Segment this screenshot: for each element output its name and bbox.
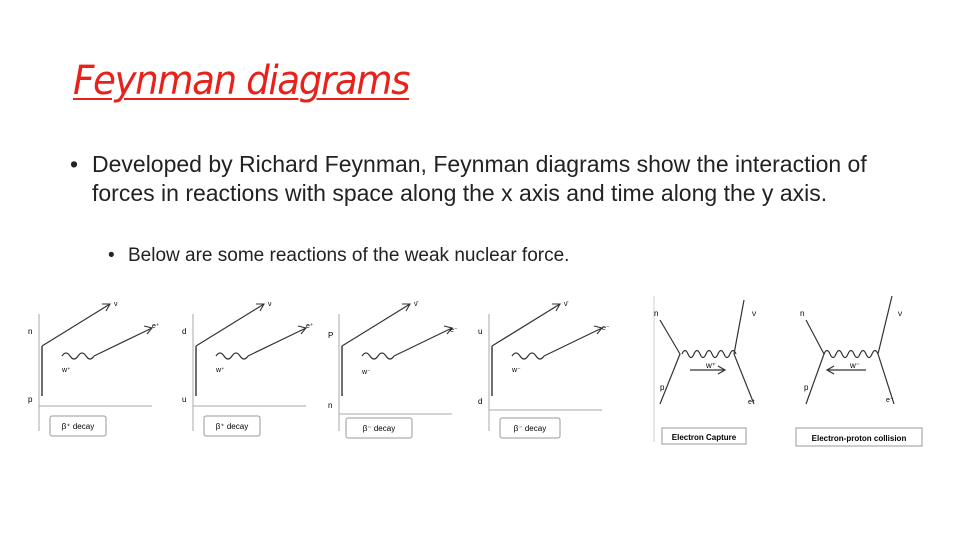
caption: β⁻ decay bbox=[362, 424, 396, 433]
diagram-beta-minus-1 bbox=[322, 296, 472, 441]
top-right-label: ν bbox=[898, 309, 902, 318]
in-bottom-label: n bbox=[328, 401, 333, 410]
in-bottom-label: d bbox=[478, 397, 483, 406]
caption: Electron-proton collision bbox=[811, 434, 907, 443]
out-bottom-label: e⁺ bbox=[306, 323, 314, 330]
bullet-marker: • bbox=[70, 151, 79, 177]
bottom-left-label: p bbox=[660, 383, 665, 392]
in-top-label: P bbox=[328, 331, 334, 340]
boson-label: w⁺ bbox=[62, 367, 71, 374]
diagram-beta-minus-2 bbox=[472, 296, 622, 441]
sub-bullet bbox=[108, 244, 569, 268]
bottom-left-label: p bbox=[804, 383, 809, 392]
diagram-electron-proton-collision bbox=[794, 292, 926, 450]
top-right-label: ν bbox=[752, 309, 756, 318]
sub-bullet-text: Below are some reactions of the weak nuclear force. bbox=[128, 245, 570, 266]
caption: β⁺ decay bbox=[215, 422, 249, 431]
out-bottom-label: e⁻ bbox=[450, 327, 458, 334]
caption: β⁻ decay bbox=[513, 424, 547, 433]
in-top-label: n bbox=[28, 327, 33, 336]
slide-title: Feynman diagrams bbox=[73, 58, 410, 104]
main-bullet bbox=[70, 150, 890, 208]
out-bottom-label: e⁻ bbox=[602, 325, 610, 332]
boson-label: w⁻ bbox=[850, 361, 860, 370]
caption: β⁺ decay bbox=[61, 422, 95, 431]
out-top-label: ν̄ bbox=[414, 301, 418, 308]
bottom-right-label: e⁺ bbox=[748, 399, 756, 406]
top-left-label: n bbox=[654, 309, 659, 318]
diagram-beta-plus-1 bbox=[22, 296, 172, 441]
in-top-label: d bbox=[182, 327, 187, 336]
caption: Electron Capture bbox=[671, 433, 737, 442]
in-bottom-label: p bbox=[28, 395, 33, 404]
diagram-beta-plus-2 bbox=[176, 296, 326, 441]
sub-bullet-marker: • bbox=[108, 245, 115, 266]
bottom-right-label: e⁻ bbox=[886, 397, 894, 404]
out-top-label: ν bbox=[114, 301, 118, 308]
in-bottom-label: u bbox=[182, 395, 187, 404]
boson-label: w⁻ bbox=[512, 367, 521, 374]
boson-label: w⁺ bbox=[216, 367, 225, 374]
in-top-label: u bbox=[478, 327, 483, 336]
boson-label: w⁻ bbox=[362, 369, 371, 376]
top-left-label: n bbox=[800, 309, 805, 318]
out-bottom-label: e⁺ bbox=[152, 323, 160, 330]
out-top-label: ν̄ bbox=[564, 301, 568, 308]
diagram-electron-capture bbox=[648, 292, 796, 450]
main-bullet-text: Developed by Richard Feynman, Feynman diagrams show the interaction of forces in reactions with space along the x axis and time along the y axis. bbox=[92, 151, 867, 206]
boson-label: w⁺ bbox=[706, 361, 716, 370]
out-top-label: ν bbox=[268, 301, 272, 308]
